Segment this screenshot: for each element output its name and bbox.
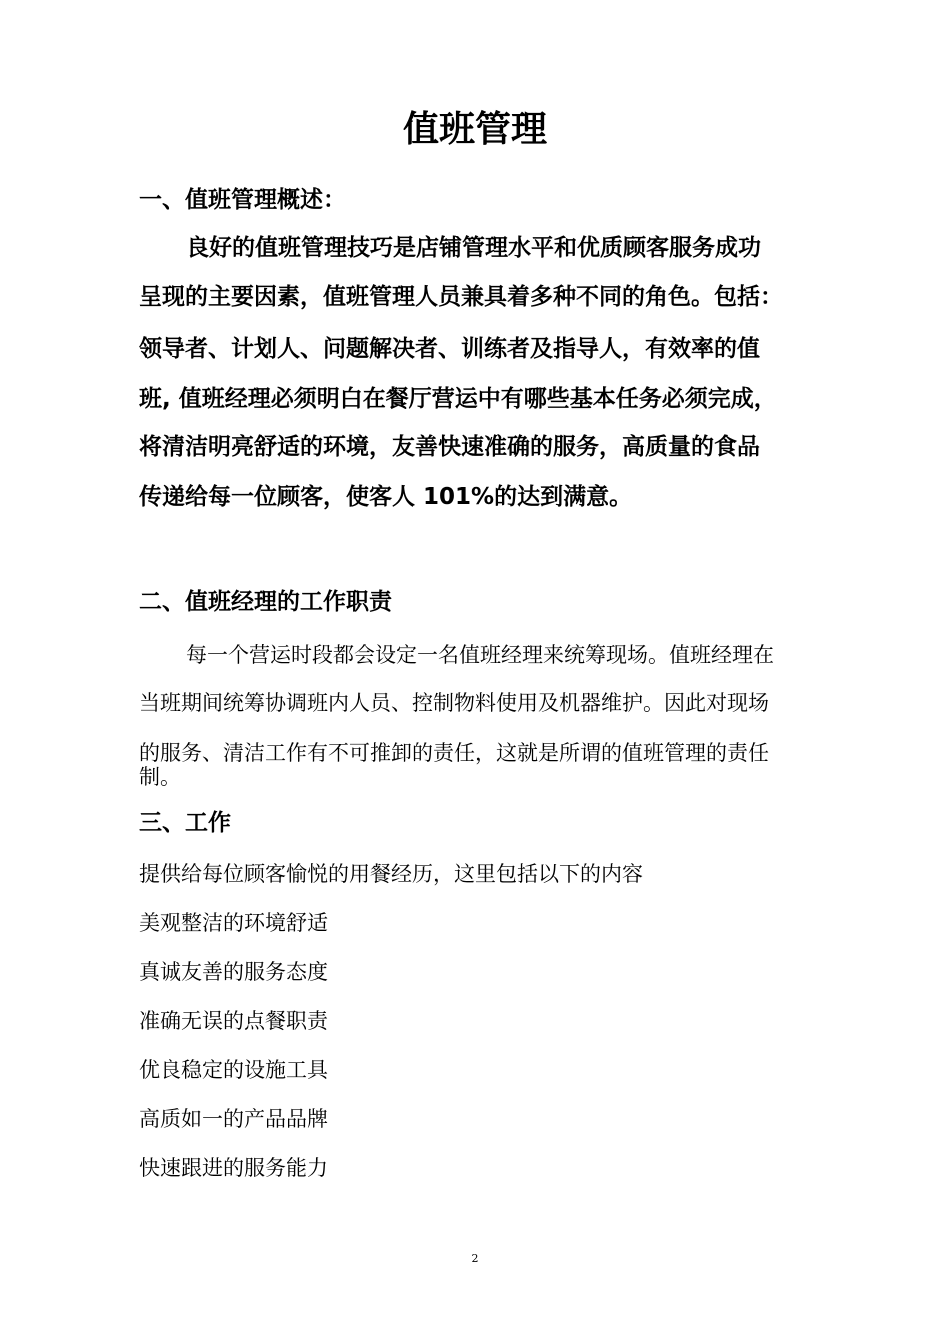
section-2-line: 当班期间统筹协调班内人员、控制物料使用及机器维护。因此对现场 [139, 691, 769, 715]
section-1-heading: 一、值班管理概述： [139, 187, 346, 213]
section-1-line: 将清洁明亮舒适的环境，友善快速准确的服务，高质量的食品 [139, 434, 760, 460]
page-number: 2 [471, 1252, 479, 1265]
list-item: 快速跟进的服务能力 [139, 1156, 328, 1180]
list-item: 准确无误的点餐职责 [139, 1009, 328, 1033]
section-2-line: 的服务、清洁工作有不可推卸的责任，这就是所谓的值班管理的责任 [139, 741, 769, 765]
section-1-line: 领导者、计划人、问题解决者、训练者及指导人，有效率的值 [139, 336, 760, 362]
section-1-line: 班, 值班经理必须明白在餐厅营运中有哪些基本任务必须完成， [139, 386, 777, 412]
section-2-line: 制。 [139, 765, 181, 789]
section-3-heading: 三、工作 [139, 810, 231, 836]
document-title: 值班管理 [402, 109, 547, 150]
section-2-heading: 二、值班经理的工作职责 [139, 589, 392, 615]
list-item: 真诚友善的服务态度 [139, 960, 328, 984]
section-1-line: 呈现的主要因素，值班管理人员兼具着多种不同的角色。包括： [139, 284, 783, 310]
section-1-line: 良好的值班管理技巧是店铺管理水平和优质顾客服务成功 [186, 235, 761, 261]
list-item: 美观整洁的环境舒适 [139, 911, 328, 935]
list-item: 高质如一的产品品牌 [139, 1107, 328, 1131]
section-1-line: 传递给每一位顾客，使客人 101%的达到满意。 [139, 484, 633, 510]
list-item: 优良稳定的设施工具 [139, 1058, 328, 1082]
section-2-line: 每一个营运时段都会设定一名值班经理来统筹现场。值班经理在 [186, 643, 774, 667]
section-3-intro: 提供给每位顾客愉悦的用餐经历，这里包括以下的内容 [139, 862, 643, 886]
